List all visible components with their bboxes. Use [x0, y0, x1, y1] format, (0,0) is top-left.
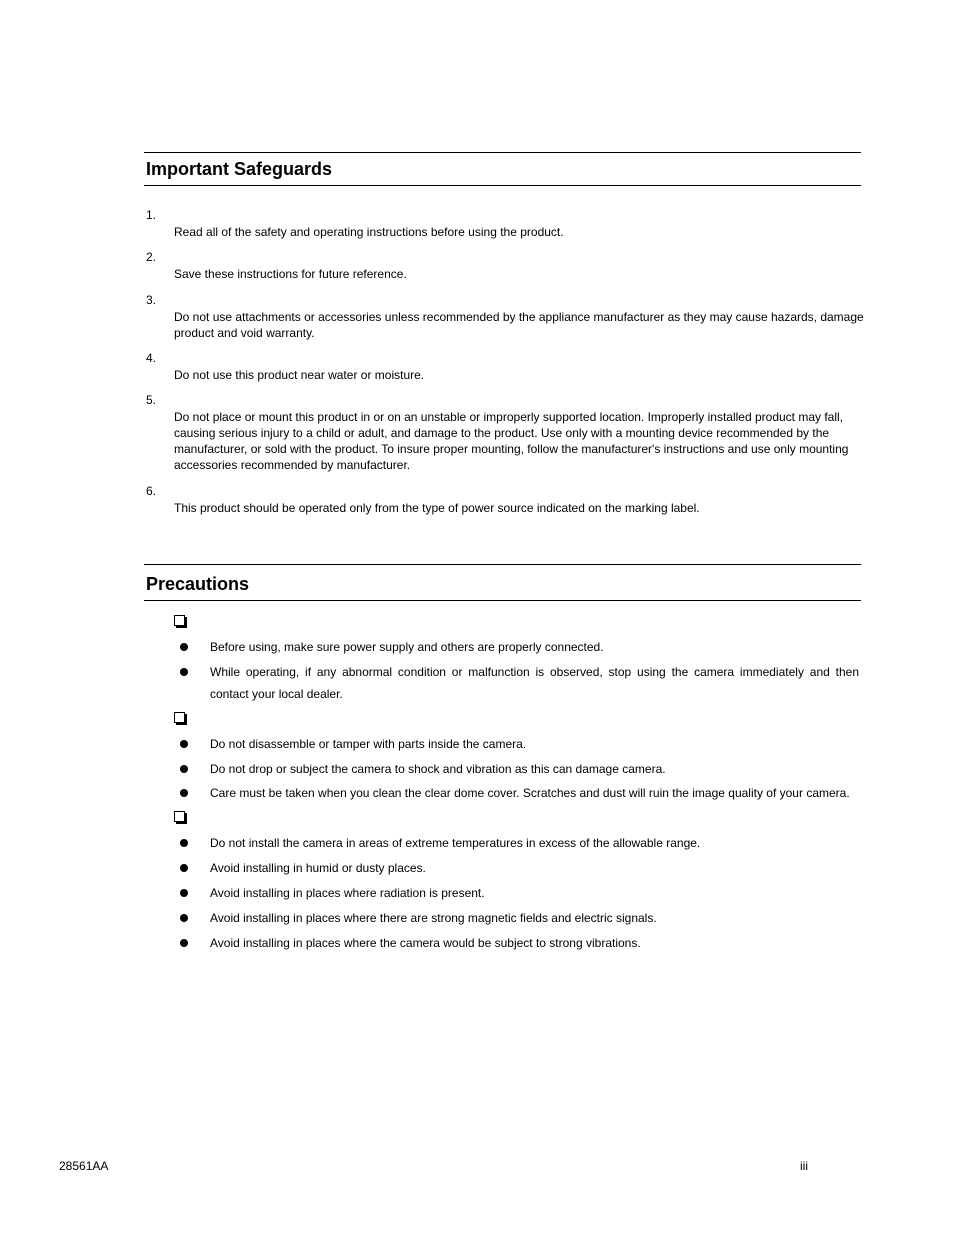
bullet-text: Avoid installing in places where there are strong magnetic fields and electric signals. [210, 911, 657, 925]
section-header [144, 564, 861, 601]
item-number: 4. [146, 351, 157, 365]
bullet-icon [180, 939, 188, 947]
checkbox-icon [174, 615, 185, 626]
bullet-icon [180, 643, 188, 651]
bullet-text: Avoid installing in places where radiation is present. [210, 886, 485, 900]
bullet-text: Do not disassemble or tamper with parts inside the camera. [210, 737, 527, 751]
bullet-text: Avoid installing in places where the camera would be subject to strong vibrations. [210, 936, 641, 950]
bullet-icon [180, 668, 188, 676]
bullet-text: contact your local dealer. [210, 687, 343, 701]
item-number: 2. [146, 250, 157, 264]
bullet-continuation [210, 683, 859, 705]
bullet-icon [180, 839, 188, 847]
item-number: 6. [146, 484, 157, 498]
bullet-item [210, 636, 859, 658]
bullet-item [210, 857, 859, 879]
checkbox-icon [174, 712, 185, 723]
item-text: Do not place or mount this product in or on an unstable or improperly supported location. Improperly installed product may fall, causing serious injury to a child or adult, and damage to the product. Use only with a mounting device recommended by the manufacturer, or sold with the product. To insure proper mounting, follow the manufacturer's instructions and use only mounting accessories recommended by manufacturer. [174, 410, 849, 472]
bullet-item [210, 782, 859, 804]
item-text: This product should be operated only from the type of power source indicated on the marking label. [174, 501, 700, 515]
item-number: 1. [146, 208, 157, 222]
bullet-text: Do not drop or subject the camera to shock and vibration as this can damage camera. [210, 762, 666, 776]
section-title: Important Safeguards [146, 159, 333, 179]
bullet-icon [180, 789, 188, 797]
section-title: Precautions [146, 574, 250, 594]
bullet-text: While operating, if any abnormal condition or malfunction is observed, stop using the camera immediately and then [210, 665, 859, 679]
bullet-icon [180, 889, 188, 897]
item-text: Do not use this product near water or moisture. [174, 368, 425, 382]
bullet-text: Avoid installing in humid or dusty places. [210, 861, 426, 875]
item-text: Save these instructions for future reference. [174, 267, 407, 281]
bullet-item [210, 661, 859, 683]
item-text: Do not use attachments or accessories unless recommended by the appliance manufacturer as they may cause hazards, damage product and void warranty. [174, 310, 864, 340]
bullet-item [210, 882, 859, 904]
item-text: Read all of the safety and operating instructions before using the product. [174, 225, 564, 239]
bullet-icon [180, 740, 188, 748]
bullet-icon [180, 864, 188, 872]
bullet-text: Do not install the camera in areas of extreme temperatures in excess of the allowable range. [210, 836, 701, 850]
footer-doc-number: 28561AA [59, 1159, 109, 1173]
bullet-item [210, 758, 859, 780]
precautions-section [144, 564, 861, 601]
section-header [144, 152, 861, 186]
item-number: 5. [146, 393, 157, 407]
bullet-text: Care must be taken when you clean the clear dome cover. Scratches and dust will ruin the image quality of your camera. [210, 786, 850, 800]
bullet-item [210, 932, 859, 954]
item-number: 3. [146, 293, 157, 307]
bullet-text: Before using, make sure power supply and others are properly connected. [210, 640, 604, 654]
bullet-icon [180, 914, 188, 922]
important-safeguards-section [144, 152, 861, 186]
bullet-item [210, 733, 859, 755]
bullet-icon [180, 765, 188, 773]
footer-page-number: iii [800, 1159, 808, 1173]
bullet-item [210, 832, 859, 854]
checkbox-icon [174, 811, 185, 822]
bullet-item [210, 907, 859, 929]
